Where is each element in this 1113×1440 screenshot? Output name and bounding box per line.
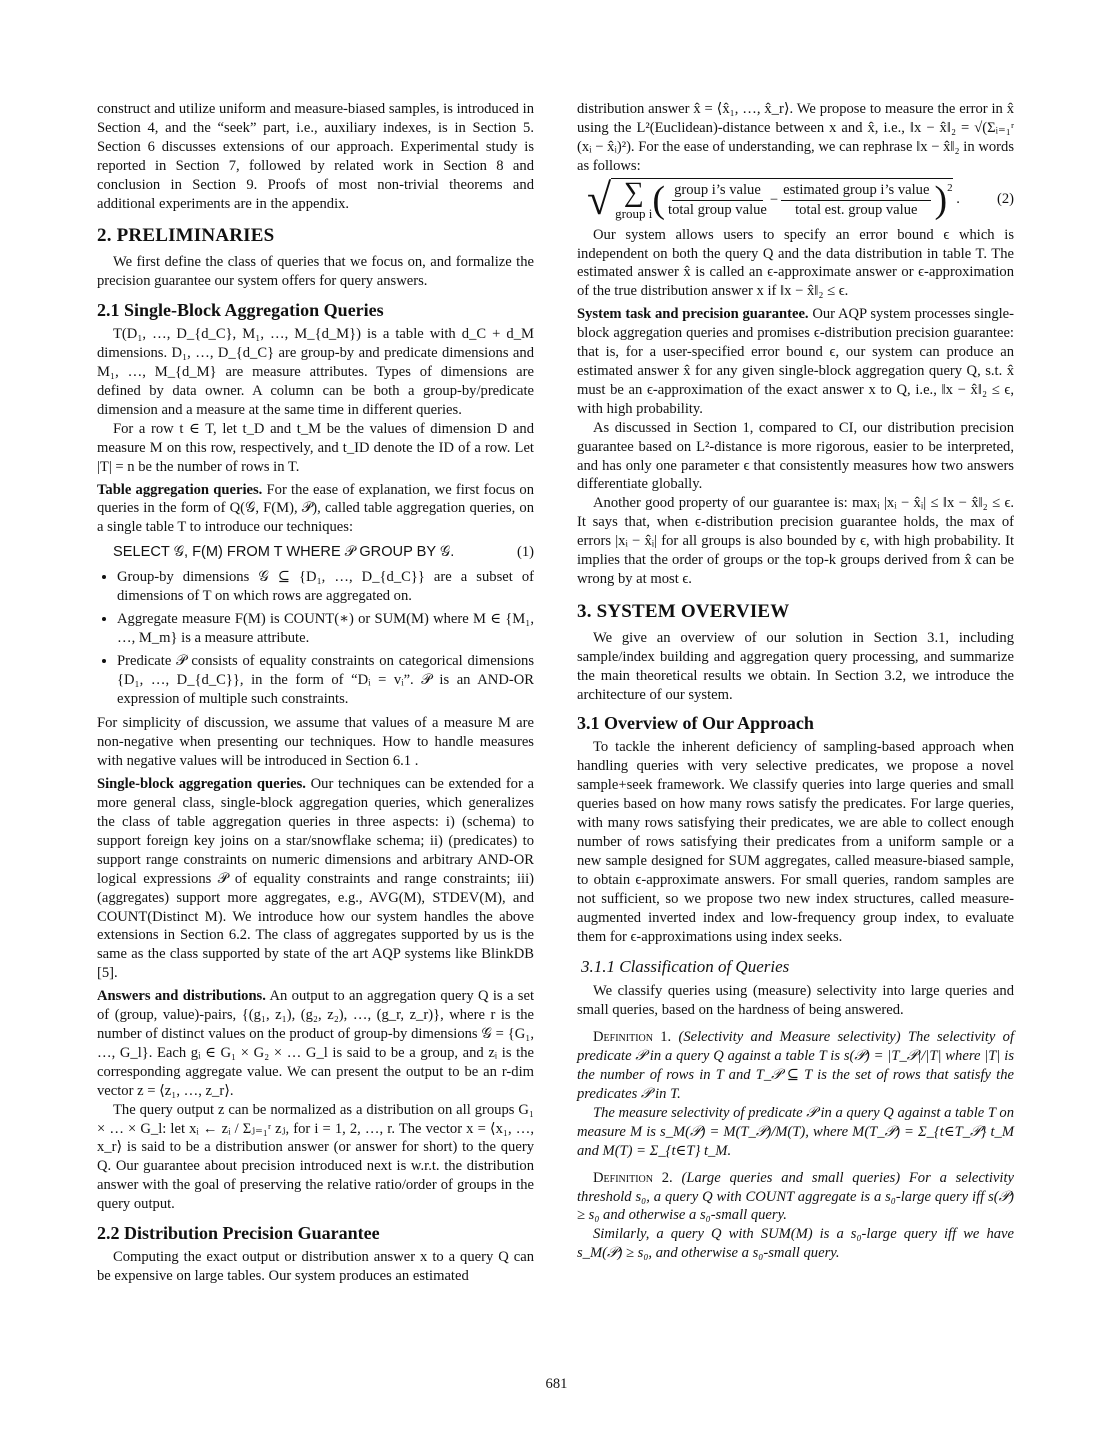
- paragraph-table-aggregation: [97, 481, 534, 538]
- list-item: • Aggregate measure F(M) is COUNT(∗) or SUM(M) where M ∈ {M₁, …, M_m} is a measure attribute.: [117, 610, 534, 648]
- equation-1: [97, 543, 534, 562]
- paragraph: The measure selectivity of predicate 𝒫 in a query Q against a table T on measure M is s_M(𝒫) = M(T_𝒫)/M(T), where M(T_𝒫) = Σ_{t∈T_𝒫} t_M and M(T) = Σ_{t∈T} t_M.: [577, 1104, 1014, 1159]
- denominator: total group value: [668, 201, 767, 218]
- paragraph-system-task: [577, 305, 1014, 418]
- definition-text: (Large queries and small queries) For a selectivity threshold s₀, a query Q with COUNT aggregate is a s₀-large query iff s(𝒫) ≥ s₀ and otherwise a s₀-small query.: [577, 1169, 1014, 1224]
- paragraph: Another good property of our guarantee is: maxᵢ |xᵢ − x̂ᵢ| ≤ ‖x − x̂‖₂ ≤ ϵ. It says that, when ϵ-distribution precision guarantee holds, the max of errors |xᵢ − x̂ᵢ| for all groups is also bounded by ϵ, with high probability. It implies that the order of groups or the top-k groups derived from x̂ can be wrong by at most ϵ.: [577, 495, 1014, 587]
- paragraph: Similarly, a query Q with SUM(M) is a s₀-large query iff we have s_M(𝒫) ≥ s₀, and otherwise a s₀-small query.: [577, 1226, 1014, 1262]
- right-column: [577, 100, 1014, 1263]
- paragraph: T(D₁, …, D_{d_C}, M₁, …, M_{d_M}) is a table with d_C + d_M dimensions. D₁, …, D_{d_C} are group-by and predicate dimensions and M₁, …, M_{d_M} are measure attributes. Types of dimensions are defined by data owner. A column can be both a group-by/predicate dimension and a measure at the same time in different queries.: [97, 326, 534, 418]
- numerator: group i’s value: [672, 181, 763, 201]
- definition-2: [577, 1169, 1014, 1226]
- paragraph-text: Our AQP system processes single-block aggregation queries and promises ϵ-distribution precision guarantee: that is, for a user-specified error bound ϵ, our system can produce an estimated answer x̂ for any given single-block aggregation query Q, s.t. x̂ must be an ϵ-approximation of the exact answer x to Q, i.e., ‖x − x̂‖₂ ≤ ϵ, with high probability.: [577, 306, 1015, 417]
- list-item: • Group-by dimensions 𝒢 ⊆ {D₁, …, D_{d_C}} are a subset of dimensions of T on which rows are aggregated on.: [117, 568, 534, 606]
- paragraph-single-block: [97, 775, 534, 983]
- definition-1: [577, 1028, 1014, 1104]
- paragraph-answers: [97, 987, 534, 1100]
- equation-2: √ ∑ group i ( $\frac{\text{group i’s value}}{\text{total group value}}$ − $\frac{\text{estimated group i’s value}}{\text{total est. group value}}$ ) $^2$ . (2): [587, 174, 1014, 224]
- sum-label: group i: [615, 206, 653, 222]
- paragraph-lead: Single-block aggregation queries.: [97, 776, 306, 793]
- paragraph: We give an overview of our solution in Section 3.1, including sample/index building and aggregation query processing, and summarize the main theoretical results we obtain. In Section 3.2, we introduce the architecture of our system.: [577, 629, 1014, 703]
- equation-body: ∑ group i ( $\frac{\text{group i’s value}}{\text{total group value}}$ − $\frac{\text{estimated group i’s value}}{\text{total est. group value}}$ ) $^2$: [611, 178, 952, 221]
- paragraph: For a row t ∈ T, let t_D and t_M be the values of dimension D and measure M on this row, respectively, and t_ID denote the ID of a row. Let |T| = n be the number of rows in T.: [97, 420, 534, 475]
- paragraph: We first define the class of queries that we focus on, and formalize the precision guarantee our system offers for query answers.: [97, 254, 534, 290]
- denominator: total est. group value: [795, 201, 918, 218]
- equation-number: (2): [996, 191, 1014, 208]
- paragraph-lead: Answers and distributions.: [97, 988, 266, 1005]
- bullet-list: [97, 568, 534, 708]
- sqrt-symbol: √: [587, 174, 612, 224]
- intro-paragraph: construct and utilize uniform and measure-biased samples, is introduced in Section 4, and the “seek” part, i.e., auxiliary indexes, is in Section 5. Section 6 discusses extensions of our approach. Experimental study is reported in Section 7, followed by related work in Section 8 and conclusion in Section 9. Proofs of most non-trivial theorems and additional experiments are in the appendix.: [97, 101, 534, 212]
- subsection-heading-2-2: 2.2 Distribution Precision Guarantee: [97, 1223, 380, 1244]
- paragraph: distribution answer x̂ = ⟨x̂₁, …, x̂_r⟩. We propose to measure the error in x̂ using the L²(Euclidean)-distance between x and x̂, i.e., ‖x − x̂‖₂ = √(Σᵢ₌₁ʳ (xᵢ − x̂ᵢ)²). For the ease of understanding, we can rephrase ‖x − x̂‖₂ in words as follows:: [577, 101, 1014, 174]
- paragraph: We classify queries using (measure) selectivity into large queries and small queries, based on the hardness of being answered.: [577, 983, 1014, 1019]
- definition-label: Definition 1.: [593, 1029, 672, 1046]
- equation-number: (1): [516, 544, 534, 561]
- paragraph-lead: System task and precision guarantee.: [577, 306, 809, 323]
- page-number: 681: [545, 1376, 568, 1392]
- section-heading-system-overview: 3. SYSTEM OVERVIEW: [577, 600, 790, 622]
- subsection-heading-2-1: 2.1 Single-Block Aggregation Queries: [97, 300, 384, 321]
- paragraph-lead: Table aggregation queries.: [97, 481, 263, 498]
- sum-symbol: ∑ group i: [615, 177, 653, 222]
- paragraph: Computing the exact output or distribution answer x to a query Q can be expensive on large tables. Our system produces an estimated: [97, 1249, 534, 1284]
- left-column: [97, 100, 534, 1286]
- list-item: • Predicate 𝒫 consists of equality constraints on categorical dimensions {D₁, …, D_{d_C}}, in the form of “Dᵢ = vᵢ”. 𝒫 is an AND-OR expression of multiple such constraints.: [117, 652, 534, 709]
- paragraph-text: For the ease of explanation, we first focus on queries in the form of Q(𝒢, F(M), 𝒫), called table aggregation queries, on a single table T to introduce our techniques:: [97, 481, 535, 536]
- paragraph: The query output z can be normalized as a distribution on all groups G₁ × … × G_l: let xᵢ ← zᵢ / Σⱼ₌₁ʳ zⱼ, for i = 1, 2, …, r. The vector x = ⟨x₁, …, x_r⟩ is said to be a distribution answer (or answer for short) to the query Q. Our guarantee about precision introduced next is w.r.t. the distribution answer with the goal of preserving the relative ratio/order of groups in the query output.: [97, 1101, 534, 1213]
- definition-label: Definition 2.: [593, 1169, 673, 1186]
- fraction: [668, 181, 767, 220]
- section-heading-preliminaries: 2. PRELIMINARIES: [97, 225, 275, 247]
- paragraph: Our system allows users to specify an error bound ϵ which is independent on both the query Q and the data distribution in table T. The estimated answer x̂ is called an ϵ-approximate answer or ϵ-approximation of the true distribution answer x if ‖x − x̂‖₂ ≤ ϵ.: [577, 226, 1014, 300]
- equation-body: SELECT 𝒢, F(M) FROM T WHERE 𝒫 GROUP BY 𝒢.: [113, 544, 455, 561]
- paragraph: For simplicity of discussion, we assume that values of a measure M are non-negative when presenting our techniques. How to handle measures with negative values will be introduced in Section 6.1 .: [97, 715, 534, 770]
- paragraph-text: Our techniques can be extended for a more general class, single-block aggregation queries, which generalizes the class of table aggregation queries in three aspects: i) (schema) to support foreign key joins on a star/snowflake schema; ii) (predicates) to support range constraints on numeric dimensions and arbitrary AND-OR logical expressions 𝒫 of equality constraints and range constraints; iii) (aggregates) support more aggregates, e.g., AVG(M), STDEV(M), and COUNT(Distinct M). We introduce how our system handles the above extensions in Section 6.2. The class of aggregates supported by us is the same as the class supported by state of the art AQP systems like BlinkDB [5].: [97, 776, 534, 982]
- paragraph: As discussed in Section 1, compared to CI, our distribution precision guarantee based on L²-distance is more rigorous, easier to be interpreted, and has only one parameter ϵ that consistently measures how two answers differentiate globally.: [577, 419, 1014, 493]
- subsection-heading-3-1: 3.1 Overview of Our Approach: [577, 713, 814, 734]
- definition-text: (Selectivity and Measure selectivity) The selectivity of predicate 𝒫 in a query Q against a table T is s(𝒫) = |T_𝒫|/|T| where |T| is the number of rows in T and T_𝒫 ⊆ T is the set of rows that satisfy the predicates 𝒫 in T.: [577, 1029, 1014, 1102]
- numerator: estimated group i’s value: [781, 181, 931, 201]
- subsubsection-heading-3-1-1: 3.1.1 Classification of Queries: [581, 957, 790, 977]
- paragraph-text: An output to an aggregation query Q is a set of (group, value)-pairs, {(g₁, z₁), (g₂, z₂), …, (g_r, z_r)}, where r is the number of distinct values on the product of group-by dimensions 𝒢 = {G₁, …, G_l}. Each gᵢ ∈ G₁ × G₂ × … G_l is said to be a group, and zᵢ is the corresponding aggregate value. We can present the output to be an r-dim vector z = ⟨z₁, …, z_r⟩.: [97, 988, 535, 1099]
- fraction: [781, 181, 931, 220]
- paragraph: To tackle the inherent deficiency of sampling-based approach when handling queries with very selective predicates, we propose a novel sample+seek framework. We classify queries into large queries and small queries based on how many rows satisfy the predicates. For large queries, with many rows satisfying their predicates, we are able to collect enough number of rows satisfying their predicates from a uniform sample or a new sample designed for SUM aggregates, called measure-biased sample, to obtain ϵ-approximate answers. For small queries, random samples are not sufficient, so we propose two new index structures, called measure-augmented inverted index and low-frequency group index, to evaluate them for ϵ-approximations using index seeks.: [577, 739, 1014, 945]
